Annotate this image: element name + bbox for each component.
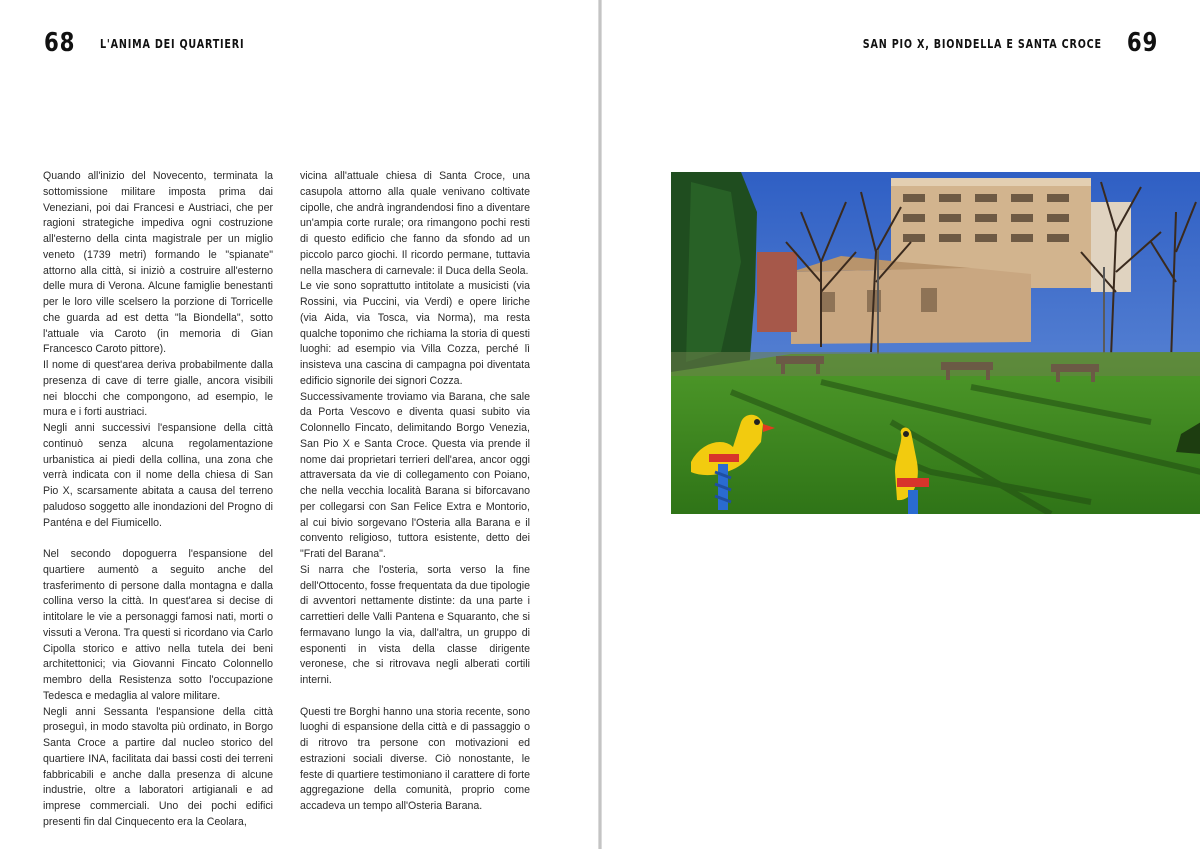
paragraph-spacer (43, 531, 273, 547)
left-page (0, 0, 598, 849)
paragraph: Il nome di quest'area deriva probabilmente dalla presenza di cave di terre gialle, ancora visibili nei blocchi che compongono, ad esempio, le mura e i forti austriaci. (43, 359, 273, 419)
running-head: L'ANIMA DEI QUARTIERI (100, 37, 245, 51)
paragraph: Si narra che l'osteria, sorta verso la fine dell'Ottocento, fosse frequentata da due tipologie di avventori nettamente distinte: da una parte i carrettieri delle Valli Pantena e Squaranto, che si fermavano lungo la via, dall'altra, un gruppo di esponenti in vista della classe dirigente veronese, che si ritrovava negli alberati cortili interni. (300, 563, 530, 686)
paragraph: Questi tre Borghi hanno una storia recente, sono luoghi di espansione della città e di passaggio o di ritrovo tra persone con motivazioni ed estrazioni sociali diverse. Ciò nonostante, le feste di quartiere testimoniano il carattere di forte aggregazione della comunità, proprio come accadeva un tempo all'Osteria Barana. (300, 705, 530, 812)
paragraph: Quando all'inizio del Novecento, terminata la sottomissione militare imposta prima dai Veneziani, poi dai Francesi e Austriaci, che per ragioni strategiche impediva ogni costruzione all'esterno della cinta magistrale per un miglio veneto (1739 metri) formando le "spianate" attorno alla città, si iniziò a costruire all'esterno delle mura di Verona. Alcune famiglie benestanti per le loro ville scelsero la porzione di Torricelle che guarda ad est detta "la Biondella", sotto l'attuale via Caroto (in memoria di Gian Francesco Caroto pittore). (43, 170, 273, 356)
paragraph: vicina all'attuale chiesa di Santa Croce, una casupola attorno alla quale venivano coltivate cipolle, che andrà ingrandendosi fino a diventare un'ampia corte rurale; ora rimangono pochi resti di questo edificio che fanno da sfondo ad un piccolo parco giochi. Il ricordo permane, tuttavia nella maschera di carnevale: il Duca della Seola. (300, 170, 530, 277)
page-number: 69 (1126, 28, 1158, 58)
paragraph: Negli anni Sessanta l'espansione della città proseguì, in modo stavolta più ordinato, in Borgo Santa Croce a partire dal nucleo storico del quartiere INA, facilitata dai bassi costi dei terreni fabbricabili e anche dalla presenza di alcune industrie, oltre a laboratori artigianali e ad imprese commerciali. Uno dei pochi edifici presenti fin dal Cinquecento era la Ceolara, (43, 705, 273, 828)
paragraph: Negli anni successivi l'espansione della città continuò senza alcuna regolamentazione urbanistica ai piedi della collina, una zona che verrà indicata con il nome della chiesa di San Pio X, scarsamente abitata a causa del terreno paludoso soggetto alle inondazioni del Progno di Panténa e del Fiumicello. (43, 422, 273, 529)
text-column-1 (43, 169, 273, 831)
paragraph: Le vie sono soprattutto intitolate a musicisti (via Rossini, via Puccini, via Verdi) e opere liriche (via Aida, via Tosca, via Norma), ma resta qualche toponimo che richiama la storia di questi luoghi: ad esempio via Villa Cozza, perché lì insisteva una cascina di campagna poi diventata edificio signorile dei signori Cozza. (300, 280, 530, 387)
right-page (602, 0, 1200, 849)
park-photo (671, 172, 1200, 514)
paragraph: Successivamente troviamo via Barana, che sale da Porta Vescovo e diventa quasi subito via Colonnello Fincato, delimitando Borgo Venezia, San Pio X e Santa Croce. Questa via prende il nome dai proprietari terrieri dell'area, ancor oggi attraversata da vie di collegamento con Poiano, che nella vecchia località Barana si biforcavano per collegarsi con San Felice Extra e Montorio, al cui bivio sorgevano l'Osteria alla Barana e il convento religioso, tuttora esistente, detto dei "Frati del Barana". (300, 390, 530, 560)
running-head: SAN PIO X, BIONDELLA E SANTA CROCE (862, 37, 1102, 51)
text-column-2 (300, 169, 530, 815)
paragraph: Nel secondo dopoguerra l'espansione del quartiere aumentò a seguito anche del trasferimento di persone dalla montagna e dalla collina verso la città. In quest'area si decise di intitolare le vie a personaggi famosi nati, morti o vissuti a Verona. Tra questi si ricordano via Carlo Cipolla storico e attivo nella tutela dei beni architettonici; via Giovanni Fincato Colonnello membro della Resistenza sotto l'occupazione Tedesca e medaglia al valore militare. (43, 548, 273, 702)
evergreen-tree (671, 172, 757, 377)
page-number: 68 (44, 28, 76, 58)
paragraph-spacer (300, 689, 530, 705)
